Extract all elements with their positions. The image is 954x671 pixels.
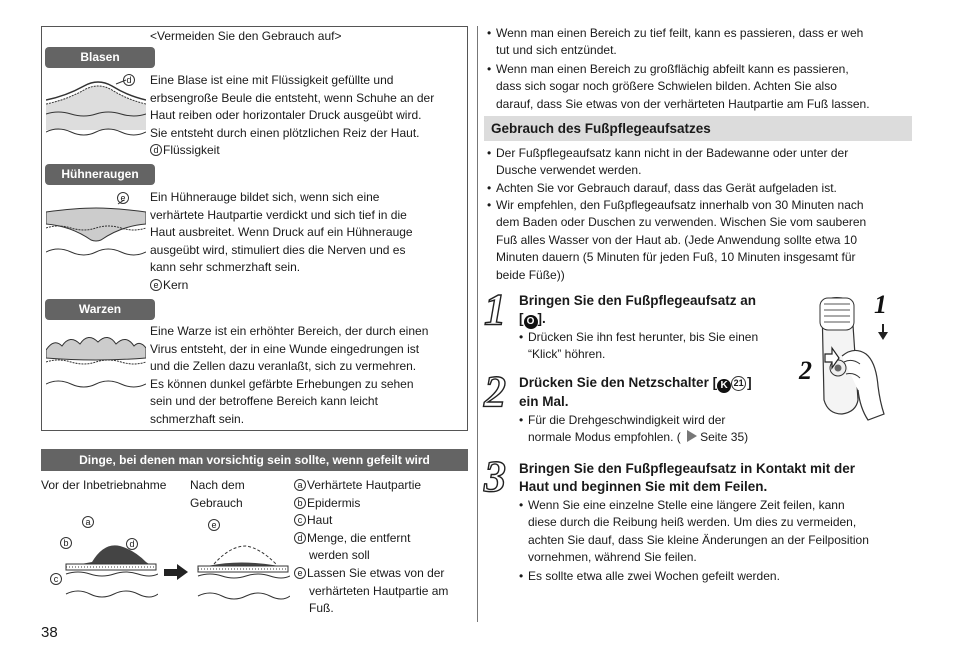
device-label-2: 2: [799, 356, 812, 385]
step-number-2: 2: [484, 367, 506, 416]
step-number-3: 3: [484, 452, 506, 501]
blasen-description: Eine Blase ist eine mit Flüssigkeit gefüllte und erbsengroße Beule die entsteht, wenn Schuhe an der Haut reiben oder horizontaler Druck ausgeübt wird. Sie entsteht durch einen plötzlichen Reiz der Haut. d Flüssigkeit: [150, 73, 435, 158]
power-switch-icon: K: [717, 379, 731, 393]
marker-d: d: [294, 532, 306, 544]
step-3-bullet: • Wenn Sie eine einzelne Stelle eine längere Zeit feilen, kann diese durch die Reibung heiß werden. Um dies zu vermeiden, achten Sie dauf, dass Sie kleine Änderungen an der Feilposition vornehmen, während Sie feilen.: [519, 498, 869, 565]
warzen-description: Eine Warze ist ein erhöhter Bereich, der durch einen Virus entsteht, der in eine Wunde eingedrungen ist und die Zellen dazu veranlaßt, sich zu vermehren. Es können dunkel gefärbte Erhebungen zu sehen sein und der betroffene Bereich kann leicht schmerzhaft sein.: [150, 324, 429, 426]
marker-e: e: [150, 279, 162, 291]
step-number-1: 1: [484, 285, 506, 334]
usage-bullet: • Wir empfehlen, den Fußpflegeaufsatz innerhalb von 30 Minuten nach dem Baden oder Duschen zu verwenden. Wischen Sie vom sauberen Fuß alles Wasser von der Haut ab. (Jede Anwendung sollte etwa 10 Minuten dauern (5 Minuten für jeden Fuß, 10 Minuten insgesamt für beide Füße)): [487, 198, 867, 282]
marker-d: d: [126, 538, 138, 550]
label-huehneraugen: Hühneraugen: [45, 164, 155, 185]
careful-legend: a Verhärtete Hautpartie b Epidermis c Haut d Menge, die entfernt werden soll e Lassen Sie etwas von der verhärteten Hautpartie am Fuß.: [294, 477, 448, 618]
step-2-bullet: • Für die Drehgeschwindigkeit wird der normale Modus empfohlen. ( Seite 35): [519, 413, 749, 445]
step-1-bullet: • Drücken Sie ihn fest herunter, bis Sie einen “Klick” höhren.: [519, 330, 759, 362]
after-label: Nach dem Gebrauch: [190, 478, 245, 510]
number-21-icon: 21: [731, 376, 746, 391]
step-3-bullet: • Es sollte etwa alle zwei Wochen gefeilt werden.: [519, 569, 780, 583]
usage-bullet: • Achten Sie vor Gebrauch darauf, dass das Gerät aufgeladen ist.: [487, 181, 837, 195]
step-2-title: Drücken Sie den Netzschalter [ K 21 ] ein Mal.: [519, 375, 752, 409]
careful-title-bar: Dinge, bei denen man vorsichtig sein sollte, wenn gefeilt wird: [41, 449, 468, 471]
section-title: Gebrauch des Fußpflegeaufsatzes: [491, 121, 711, 136]
wart-illustration: [46, 328, 146, 392]
device-label-1: 1: [874, 290, 887, 319]
usage-bullet: • Der Fußpflegeaufsatz kann nicht in der Badewanne oder unter der Dusche verwendet werden.: [487, 146, 849, 178]
attachment-icon: O: [524, 315, 538, 329]
marker-b: b: [294, 497, 306, 509]
marker-c: c: [50, 573, 62, 585]
step-3-title: Bringen Sie den Fußpflegeaufsatz in Kontakt mit der Haut und beginnen Sie mit dem Feilen.: [519, 461, 856, 494]
after-filing-illustration: [196, 530, 290, 602]
page-number: 38: [41, 624, 58, 641]
avoid-note: <Vermeiden Sie den Gebrauch auf>: [150, 29, 342, 43]
label-warzen: Warzen: [45, 299, 155, 320]
label-blasen: Blasen: [45, 47, 155, 68]
page-reference-arrow-icon: [687, 430, 697, 442]
corn-illustration: [46, 196, 146, 276]
step-1-title: Bringen Sie den Fußpflegeaufsatz an [ O ].: [519, 293, 757, 327]
before-label: Vor der Inbetriebnahme: [41, 478, 167, 492]
huehneraugen-description: Ein Hühnerauge bildet sich, wenn sich eine verhärtete Hautpartie verdickt und sich tief in die Haut ausbreitet. Wenn Druck auf ein Hühnerauge ausgeübt wird, stimuliert dies die Nerven und es kann sehr schmerzhaft sein. e Kern: [150, 190, 413, 292]
marker-e: e: [117, 192, 129, 204]
section-header: [484, 116, 912, 141]
before-filing-illustration: [64, 528, 158, 600]
device-illustration: [808, 290, 908, 425]
column-divider: [477, 26, 478, 622]
marker-d: d: [150, 144, 162, 156]
marker-a: a: [82, 516, 94, 528]
warning-bullet: • Wenn man einen Bereich zu großflächig abfeilt kann es passieren, dass sich sogar noch größere Schwielen bilden. Achten Sie also darauf, dass Sie etwas von der verhärteten Hautpartie am Fuß lassen.: [487, 62, 870, 111]
marker-d: d: [123, 74, 135, 86]
warning-bullet: • Wenn man einen Bereich zu tief feilt, kann es passieren, dass er weh tut und sich entzündet.: [487, 26, 864, 58]
marker-e: e: [208, 519, 220, 531]
marker-a: a: [294, 479, 306, 491]
marker-b: b: [60, 537, 72, 549]
marker-e: e: [294, 567, 306, 579]
transition-arrow: [164, 566, 188, 578]
marker-c: c: [294, 514, 306, 526]
